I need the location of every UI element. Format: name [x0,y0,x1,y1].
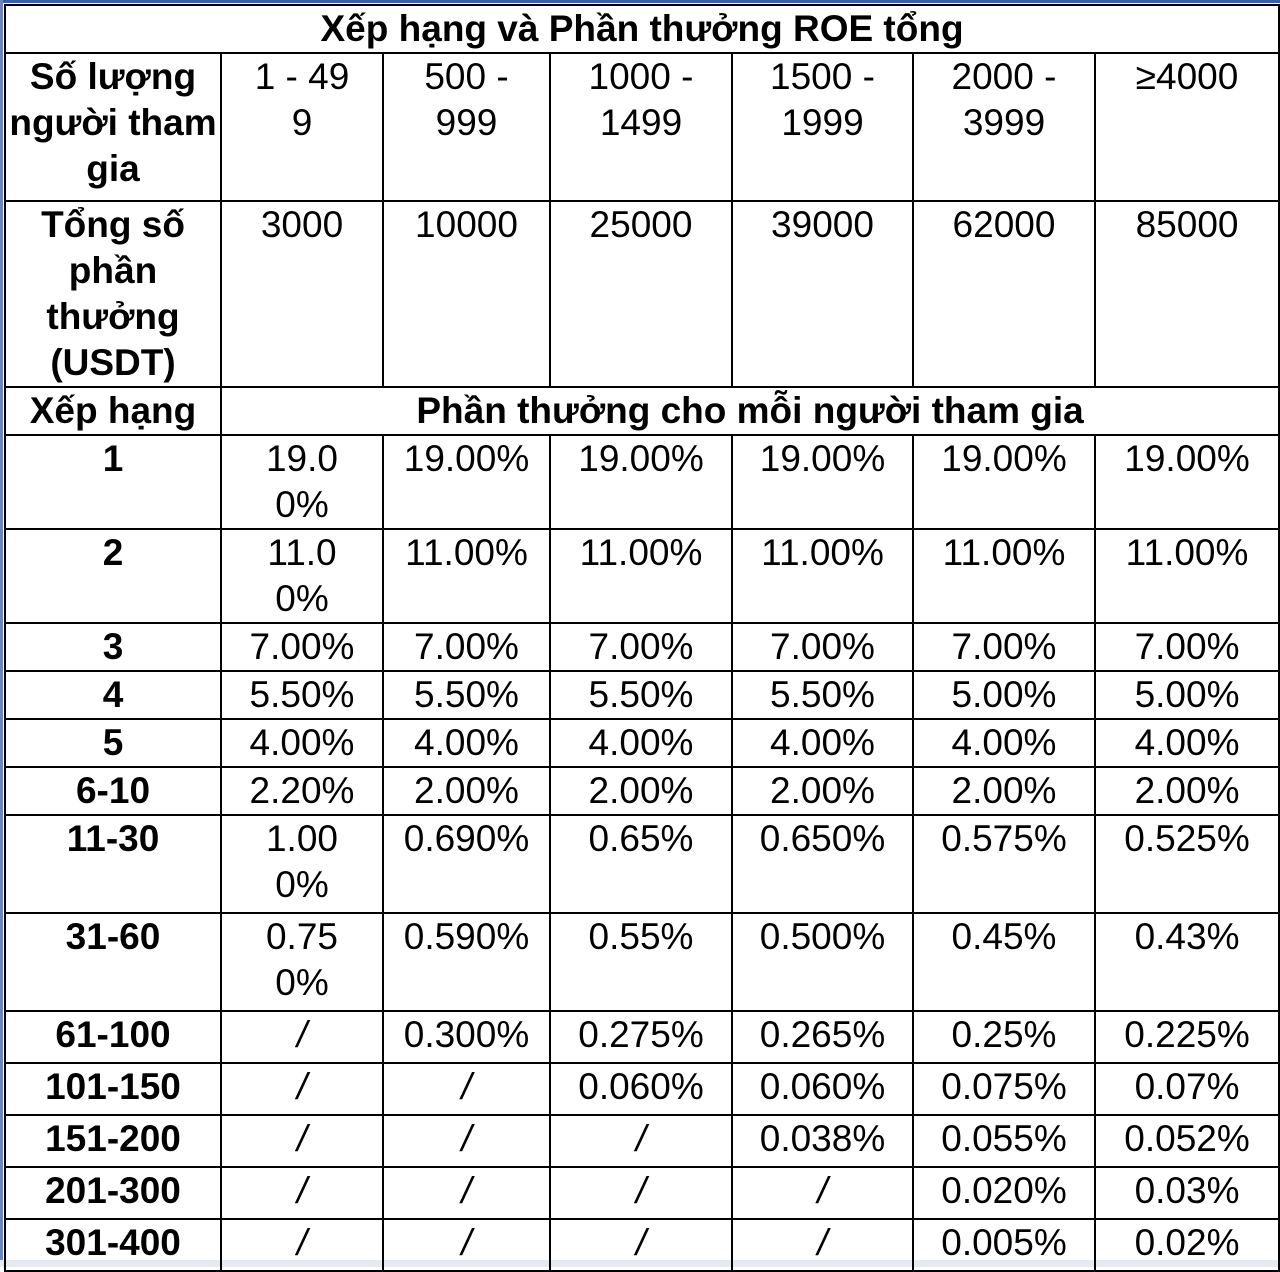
total-reward-value: 62000 [913,201,1095,387]
total-reward-value: 85000 [1095,201,1279,387]
rank-label: 3 [5,623,221,671]
reward-cell: 5.00% [1095,671,1279,719]
table-row [5,1115,1279,1167]
reward-cell: 2.00% [550,767,732,815]
table-row [5,913,1279,1011]
total-reward-value: 25000 [550,201,732,387]
rank-label: 301-400 [5,1219,221,1271]
reward-cell: 0.03% [1095,1167,1279,1219]
table-row [5,623,1279,671]
reward-cell: 0.300% [383,1011,550,1063]
reward-cell: 7.00% [550,623,732,671]
reward-cell: 0.750% [221,913,383,1011]
reward-cell: 2.20% [221,767,383,815]
rank-label: 151-200 [5,1115,221,1167]
reward-cell: 19.00% [1095,435,1279,529]
reward-cell: 0.265% [732,1011,913,1063]
reward-cell: 0.690% [383,815,550,913]
reward-cell: / [221,1219,383,1271]
rank-header-row [5,387,1279,435]
reward-cell: 7.00% [383,623,550,671]
reward-cell: 0.060% [732,1063,913,1115]
table-row [5,529,1279,623]
reward-cell: 19.00% [913,435,1095,529]
reward-cell: / [383,1115,550,1167]
reward-cell: 7.00% [1095,623,1279,671]
reward-cell: / [221,1063,383,1115]
top-accent-line [0,0,1280,3]
rank-label: 101-150 [5,1063,221,1115]
reward-cell: 0.005% [913,1219,1095,1271]
reward-cell: 4.00% [913,719,1095,767]
table-row [5,1219,1279,1271]
rank-header-label: Xếp hạng [5,387,221,435]
reward-cell: / [221,1011,383,1063]
rank-label: 11-30 [5,815,221,913]
reward-cell: 0.052% [1095,1115,1279,1167]
reward-cell: 0.500% [732,913,913,1011]
participants-range: 1000 - 1499 [550,53,732,201]
rank-label: 201-300 [5,1167,221,1219]
reward-cell: 4.00% [221,719,383,767]
title-row [5,5,1279,53]
reward-cell: 0.25% [913,1011,1095,1063]
reward-cell: 0.060% [550,1063,732,1115]
table-row [5,1167,1279,1219]
total-rewards-row [5,201,1279,387]
reward-cell: 11.00% [383,529,550,623]
participants-row [5,53,1279,201]
rank-label: 6-10 [5,767,221,815]
reward-cell: 0.65% [550,815,732,913]
reward-cell: 0.525% [1095,815,1279,913]
total-reward-value: 39000 [732,201,913,387]
reward-cell: 19.00% [550,435,732,529]
reward-cell: / [221,1115,383,1167]
participants-range: 2000 - 3999 [913,53,1095,201]
total-reward-value: 10000 [383,201,550,387]
rank-label: 4 [5,671,221,719]
table-body [5,5,1279,1271]
reward-cell: 7.00% [913,623,1095,671]
reward-cell: 2.00% [913,767,1095,815]
reward-cell: / [221,1167,383,1219]
reward-cell: / [732,1219,913,1271]
reward-cell: 0.650% [732,815,913,913]
reward-cell: 0.575% [913,815,1095,913]
reward-cell: 11.00% [1095,529,1279,623]
reward-cell: 4.00% [732,719,913,767]
reward-cell: 5.50% [550,671,732,719]
reward-cell: 5.50% [732,671,913,719]
reward-cell: 0.038% [732,1115,913,1167]
reward-cell: 0.45% [913,913,1095,1011]
reward-cell: 1.000% [221,815,383,913]
participants-range: 1 - 499 [221,53,383,201]
reward-cell: 0.055% [913,1115,1095,1167]
table-title: Xếp hạng và Phần thưởng ROE tổng [5,5,1279,53]
rank-label: 31-60 [5,913,221,1011]
reward-cell: 5.50% [221,671,383,719]
table-row [5,719,1279,767]
reward-cell: 11.00% [913,529,1095,623]
table-row [5,767,1279,815]
roe-reward-table [4,4,1280,1272]
reward-cell: / [383,1063,550,1115]
left-accent-line [0,0,3,1262]
total-rewards-label: Tổng số phần thưởng (USDT) [5,201,221,387]
participants-range: 500 - 999 [383,53,550,201]
participants-range: ≥4000 [1095,53,1279,201]
reward-cell: 11.00% [550,529,732,623]
reward-cell: 4.00% [550,719,732,767]
reward-cell: 0.590% [383,913,550,1011]
reward-cell: / [383,1167,550,1219]
reward-cell: 19.00% [383,435,550,529]
total-reward-value: 3000 [221,201,383,387]
reward-cell: / [550,1219,732,1271]
table-row [5,671,1279,719]
reward-cell: 2.00% [1095,767,1279,815]
table-row [5,435,1279,529]
reward-cell: 19.00% [732,435,913,529]
table-row [5,1063,1279,1115]
reward-cell: 0.225% [1095,1011,1279,1063]
reward-cell: / [383,1219,550,1271]
reward-cell: 7.00% [732,623,913,671]
participants-range: 1500 - 1999 [732,53,913,201]
per-participant-header: Phần thưởng cho mỗi người tham gia [221,387,1279,435]
reward-cell: / [550,1115,732,1167]
rank-label: 1 [5,435,221,529]
reward-cell: 19.00% [221,435,383,529]
reward-cell: 11.00% [221,529,383,623]
table-row [5,1011,1279,1063]
rank-label: 5 [5,719,221,767]
reward-cell: 0.275% [550,1011,732,1063]
reward-cell: 0.075% [913,1063,1095,1115]
reward-cell: 5.50% [383,671,550,719]
reward-cell: 0.02% [1095,1219,1279,1271]
reward-cell: 0.020% [913,1167,1095,1219]
table-row [5,815,1279,913]
reward-cell: 7.00% [221,623,383,671]
rank-label: 2 [5,529,221,623]
reward-cell: 0.43% [1095,913,1279,1011]
reward-cell: 2.00% [383,767,550,815]
rank-label: 61-100 [5,1011,221,1063]
participants-label: Số lượng người tham gia [5,53,221,201]
reward-cell: 2.00% [732,767,913,815]
reward-cell: 0.07% [1095,1063,1279,1115]
reward-cell: 5.00% [913,671,1095,719]
reward-cell: / [550,1167,732,1219]
reward-cell: 0.55% [550,913,732,1011]
reward-cell: / [732,1167,913,1219]
reward-cell: 4.00% [383,719,550,767]
reward-cell: 11.00% [732,529,913,623]
reward-cell: 4.00% [1095,719,1279,767]
